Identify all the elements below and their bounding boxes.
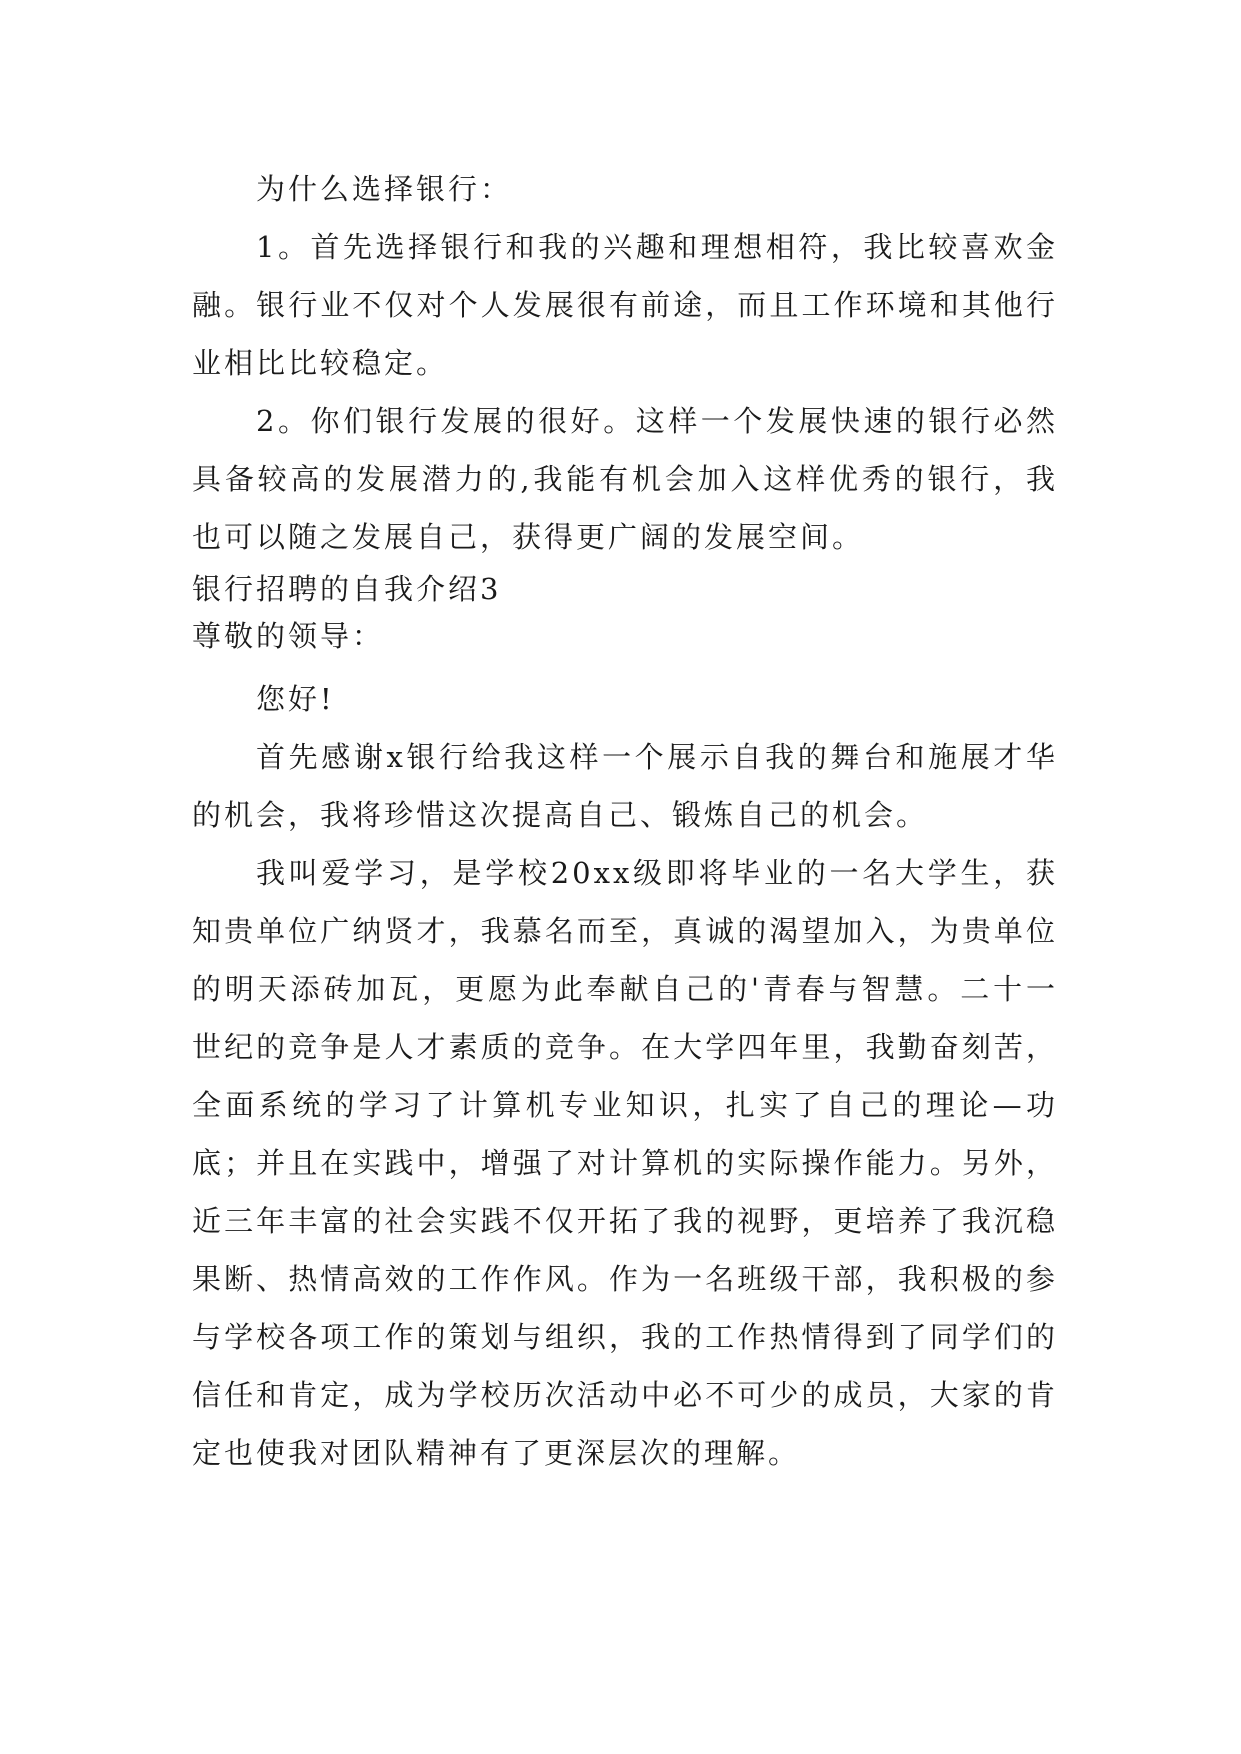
document-body: [192, 160, 1058, 1482]
greeting: 您好!: [256, 682, 335, 716]
paragraph-why-bank-heading: 为什么选择银行：: [256, 172, 513, 206]
section-title: 银行招聘的自我介绍3: [192, 572, 502, 606]
paragraph-reason-2: 2。你们银行发展的很好。这样一个发展快速的银行必然具备较高的发展潜力的,我能有机会加入这样优秀的银行，我也可以随之发展自己，获得更广阔的发展空间。: [192, 404, 1058, 554]
paragraph-self-intro: 我叫爱学习，是学校20xx级即将毕业的一名大学生，获知贵单位广纳贤才，我慕名而至，真诚的渴望加入，为贵单位的明天添砖加瓦，更愿为此奉献自己的'青春与智慧。二十一世纪的竞争是人才素质的竞争。在大学四年里，我勤奋刻苦，全面系统的学习了计算机专业知识，扎实了自己的理论—功底；并且在实践中，增强了对计算机的实际操作能力。另外，近三年丰富的社会实践不仅开拓了我的视野，更培养了我沉稳果断、热情高效的工作作风。作为一名班级干部，我积极的参与学校各项工作的策划与组织，我的工作热情得到了同学们的信任和肯定，成为学校历次活动中必不可少的成员，大家的肯定也使我对团队精神有了更深层次的理解。: [192, 856, 1058, 1470]
salutation: 尊敬的领导：: [192, 619, 385, 653]
paragraph-thanks: 首先感谢x银行给我这样一个展示自我的舞台和施展才华的机会，我将珍惜这次提高自己、锻炼自己的机会。: [192, 740, 1058, 832]
paragraph-reason-1: 1。首先选择银行和我的兴趣和理想相符，我比较喜欢金融。银行业不仅对个人发展很有前途，而且工作环境和其他行业相比比较稳定。: [192, 230, 1058, 380]
